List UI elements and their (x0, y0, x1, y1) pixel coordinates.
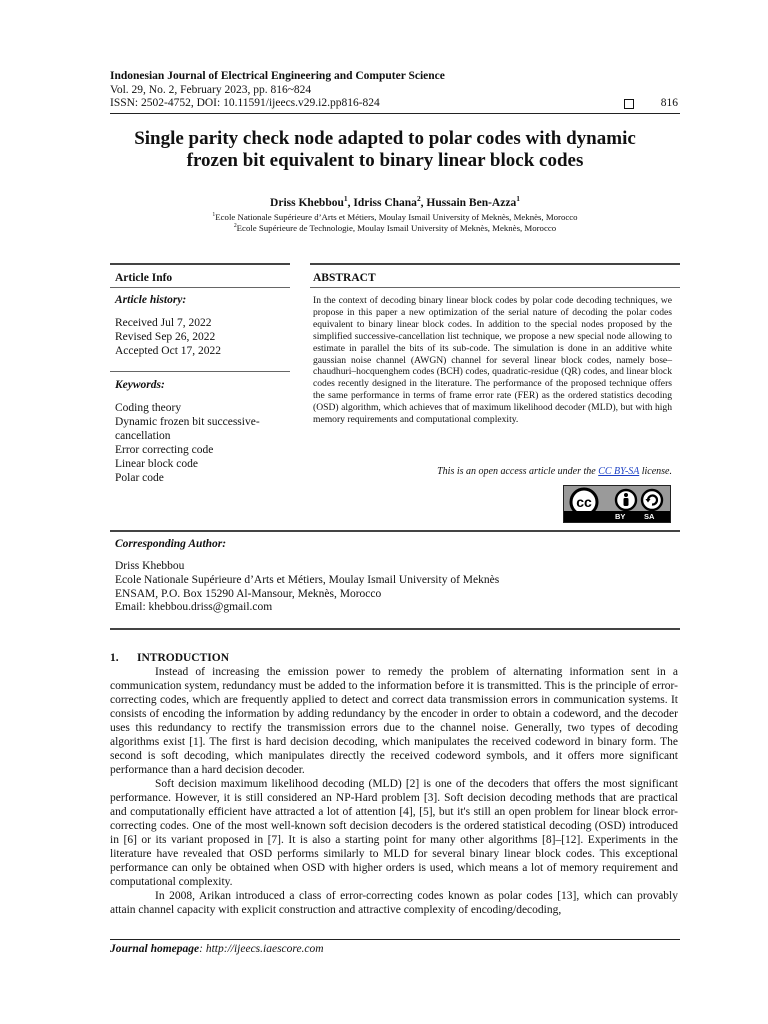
journal-issn: ISSN: 2502-4752, DOI: 10.11591/ijeecs.v29.i2.pp816-824 (110, 97, 380, 109)
author-2: Idriss Chana (353, 197, 417, 209)
author-3: Hussain Ben-Azza (426, 197, 517, 209)
journal-name: Indonesian Journal of Electrical Engineering and Computer Science (110, 70, 445, 82)
by-person-head (624, 493, 628, 497)
journal-header (110, 70, 680, 111)
introduction-section (110, 651, 678, 917)
cc-by-sa-badge[interactable] (563, 485, 671, 523)
affiliation-1 (110, 212, 680, 222)
cc-by-label: BY (615, 512, 626, 521)
license-line (313, 466, 672, 477)
keyword-list (115, 401, 295, 485)
cc-icon-text: cc (576, 494, 592, 510)
author-sep: , (347, 197, 354, 209)
keyword-item: Dynamic frozen bit successive- (115, 416, 260, 428)
affiliation-2-text: Ecole Supérieure de Technologie, Moulay Ismail University of Meknès, Meknès, Morocco (236, 223, 557, 233)
keywords-rule (110, 371, 290, 372)
affiliation-1-text: Ecole Nationale Supérieure d’Arts et Métiers, Moulay Ismail University of Meknès, Meknès, Morocco (215, 212, 578, 222)
journal-homepage-link[interactable]: http://ijeecs.iaescore.com (205, 943, 324, 955)
square-icon (624, 99, 634, 109)
abstract-sub-rule (310, 287, 680, 288)
corresponding-affiliation: Ecole Nationale Supérieure d’Arts et Métiers, Moulay Ismail University of Meknès (115, 573, 500, 586)
corresponding-address: ENSAM, P.O. Box 15290 Al-Mansour, Meknès, Morocco (115, 587, 382, 600)
author-1-sup: 1 (343, 194, 348, 204)
article-info-heading: Article Info (115, 272, 173, 284)
keyword-item: Error correcting code (115, 444, 214, 456)
corresponding-block (115, 560, 675, 615)
abstract-text: In the context of decoding binary linear block codes by polar code decoding techniques, we propose in this paper a new optimization of the serial nature of decoding the polar codes equivalent to binary linear block codes. In addition to the special nodes proposed by the simplified successive-cancellation list technique, we propose a new special node allowing to estimate in parallel the bits of its sub-code. The simulation is done in an additive white gaussian noise channel (AWGN) channel for several linear block codes, namely bose–chaudhuri–hocquenghem codes (BCH) codes, quadratic-residue (QR) codes, and linear block codes recently designed in the literature. The performance of the proposed technique offers the same performance in terms of frame error rate (FER) as the ordered statistics decoding (OSD) algorithm, which achieves that of maximum likelihood decoder (MLD), but with high memory requirements and computational complexity. (313, 295, 672, 426)
author-list (110, 194, 680, 209)
section-title: INTRODUCTION (137, 652, 230, 664)
history-accepted: Accepted Oct 17, 2022 (115, 345, 222, 357)
history-revised: Revised Sep 26, 2022 (115, 331, 216, 343)
author-1: Driss Khebbou (270, 197, 344, 209)
by-person-body (624, 498, 629, 506)
corresponding-email: Email: khebbou.driss@gmail.com (115, 601, 273, 614)
paper-title (90, 128, 680, 172)
abstract-bottom-rule (110, 530, 680, 532)
history-received: Received Jul 7, 2022 (115, 317, 212, 329)
abstract-top-rule (310, 263, 680, 265)
author-3-sup: 1 (516, 194, 520, 204)
abstract-heading: ABSTRACT (313, 272, 376, 284)
history-list (115, 316, 295, 358)
title-line-2: frozen bit equivalent to binary linear block codes (186, 150, 584, 171)
corresponding-name: Driss Khebbou (115, 560, 185, 572)
journal-volume: Vol. 29, No. 2, February 2023, pp. 816~824 (110, 83, 312, 96)
footer-rule (110, 939, 680, 940)
cc-sa-label: SA (644, 512, 655, 521)
license-prefix: This is an open access article under the (437, 466, 599, 477)
corresponding-bottom-rule (110, 628, 680, 630)
body-paragraph: Soft decision maximum likelihood decoding (MLD) [2] is one of the decoders that offers the most significant performance. However, it is still considered an NP-Hard problem [3]. Soft decision decoding methods that are practical and computationally efficient have attracted a lot of attention [4], [5], but it's still an open problem for linear block error-correcting codes. One of the most well-known soft decision decoders is the ordered statistical decoding (OSD) introduced in [6] or its variant proposed in [7]. It is also a starting point for many other algorithms [8]–[12]. Experiments in the literature have revealed that OSD performs similarly to MLD for several binary linear block codes. This exceptional performance can only be obtained when OSD with higher orders is used, which means a lot of memory requirement and computational complexity. (110, 778, 678, 888)
author-2-sup: 2 (416, 194, 421, 204)
issn-row (110, 97, 680, 111)
journal-footer (110, 943, 324, 955)
sa-share-alike-icon (642, 490, 662, 510)
info-top-rule (110, 263, 290, 265)
keyword-item: Polar code (115, 472, 164, 484)
info-sub-rule (110, 287, 290, 288)
keyword-item: Linear block code (115, 458, 199, 470)
keyword-item: cancellation (115, 430, 171, 442)
affiliation-2 (110, 223, 680, 233)
header-rule (110, 113, 680, 114)
footer-label: Journal homepage (110, 943, 200, 955)
keywords-heading: Keywords: (115, 379, 165, 391)
body-paragraph: Instead of increasing the emission power to remedy the problem of alternating information sent in a communication system, redundancy must be added to the information before it is transmitted. This is the principle of error-correcting codes, which are frequently applied to detect and correct data transmission errors in communication systems. It consists of encoding the information by adding redundancy by the encoder in order to obtain a codeword, and the decoder uses this redundancy to rectify the transmission errors due to the channel noise. Generally, two types of decoding algorithms exist [1]. The first is hard decision decoding, which manipulates the received codeword in binary form. The second is soft decoding, which manipulates directly the received codeword symbols, and it offers more significant performance than a hard decision decoder. (110, 666, 678, 776)
keyword-item: Coding theory (115, 402, 182, 414)
affiliation-2-sup: 2 (233, 223, 237, 230)
author-sep: , (420, 197, 427, 209)
section-heading (110, 651, 678, 665)
title-line-1: Single parity check node adapted to polar codes with dynamic (134, 128, 636, 149)
page-number: 816 (660, 97, 678, 109)
footer-sep: : (199, 943, 206, 955)
section-number: 1. (110, 652, 119, 664)
corresponding-heading: Corresponding Author: (115, 538, 227, 550)
license-link[interactable]: CC BY-SA (598, 466, 640, 477)
affiliation-1-sup: 1 (212, 212, 216, 219)
license-suffix: license. (639, 466, 672, 477)
body-paragraph: In 2008, Arikan introduced a class of error-correcting codes known as polar codes [13], which can provably attain channel capacity with explicit construction and attractive complexity of encoding/decoding, (110, 890, 678, 916)
history-heading: Article history: (115, 294, 187, 306)
